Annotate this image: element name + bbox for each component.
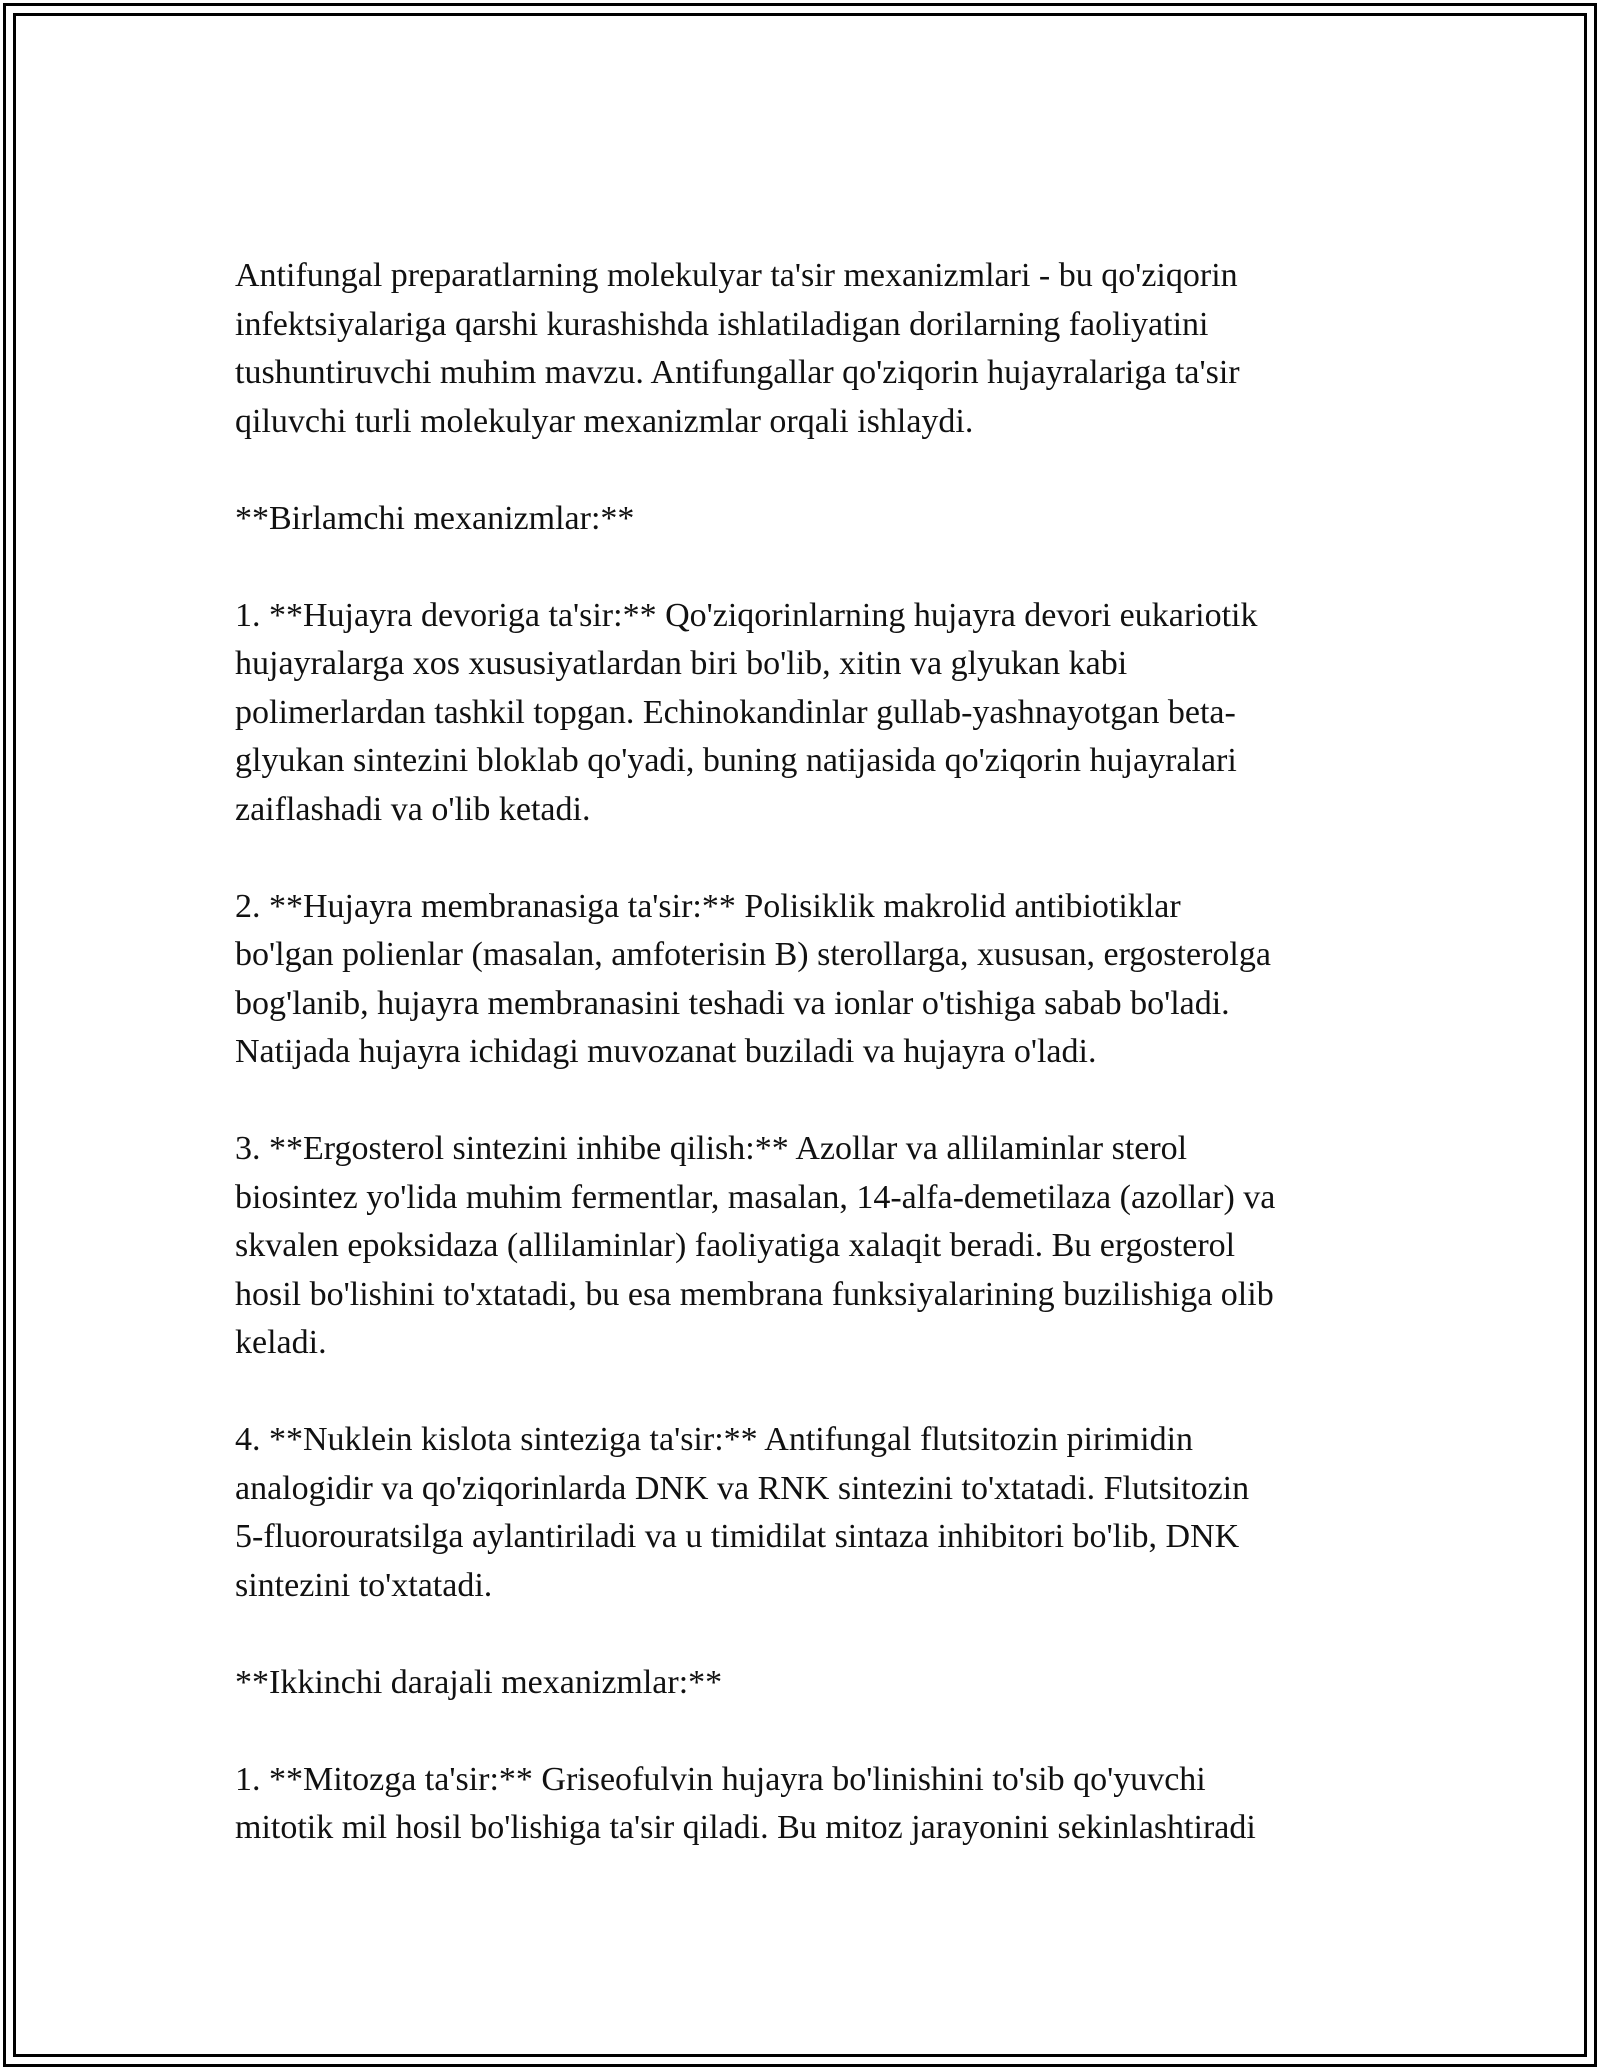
secondary-mechanisms-heading: **Ikkinchi darajali mexanizmlar:** [235,1663,723,1701]
mitosis-paragraph: 1. **Mitozga ta'sir:** Griseofulvin hujayra bo'linishini to'sib qo'yuvchi mitotik mil hosil bo'lishiga ta'sir qiladi. Bu mitoz jarayonini sekinlashtiradi [235,1760,1256,1846]
cell-membrane-paragraph: 2. **Hujayra membranasiga ta'sir:** Polisiklik makrolid antibiotiklar bo'lgan polienlar (masalan, amfoterisin B) sterollarga, xususan, ergosterolga bog'lanib, hujayra membranasini teshadi va ionlar o'tishiga sabab bo'ladi. Natijada hujayra ichidagi muvozanat buziladi va hujayra o'ladi. [235,887,1271,1070]
primary-mechanisms-heading: **Birlamchi mexanizmlar:** [235,499,635,537]
ergosterol-synthesis-paragraph: 3. **Ergosterol sintezini inhibe qilish:** Azollar va allilaminlar sterol biosintez yo'lida muhim fermentlar, masalan, 14-alfa-demetilaza (azollar) va skvalen epoksidaza (allilaminlar) faoliyatiga xalaqit beradi. Bu ergosterol hosil bo'lishini to'xtatadi, bu esa membrana funksiyalarining buzilishiga olib keladi. [235,1130,1276,1361]
nucleic-acid-paragraph: 4. **Nuklein kislota sinteziga ta'sir:** Antifungal flutsitozin pirimidin analogidir va qo'ziqorinlarda DNK va RNK sintezini to'xtatadi. Flutsitozin 5-fluorouratsilga aylantiriladi va u timidilat sintaza inhibitori bo'lib, DNK sintezini to'xtatadi. [235,1421,1250,1604]
cell-wall-paragraph: 1. **Hujayra devoriga ta'sir:** Qo'ziqorinlarning hujayra devori eukariotik hujayralarga xos xususiyatlardan biri bo'lib, xitin va glyukan kabi polimerlardan tashkil topgan. Echinokandinlar gullab-yashnayotgan beta- glyukan sintezini bloklab qo'yadi, buning natijasida qo'ziqorin hujayralari zaiflashadi va o'lib ketadi. [235,596,1258,828]
intro-paragraph: Antifungal preparatlarning molekulyar ta'sir mexanizmlari - bu qo'ziqorin infektsiyalariga qarshi kurashishda ishlatiladigan dorilarning faoliyatini tushuntiruvchi muhim mavzu. Antifungallar qo'ziqorin hujayralariga ta'sir qiluvchi turli molekulyar mexanizmlar orqali ishlaydi. [235,257,1240,440]
document-body [235,252,1385,1853]
